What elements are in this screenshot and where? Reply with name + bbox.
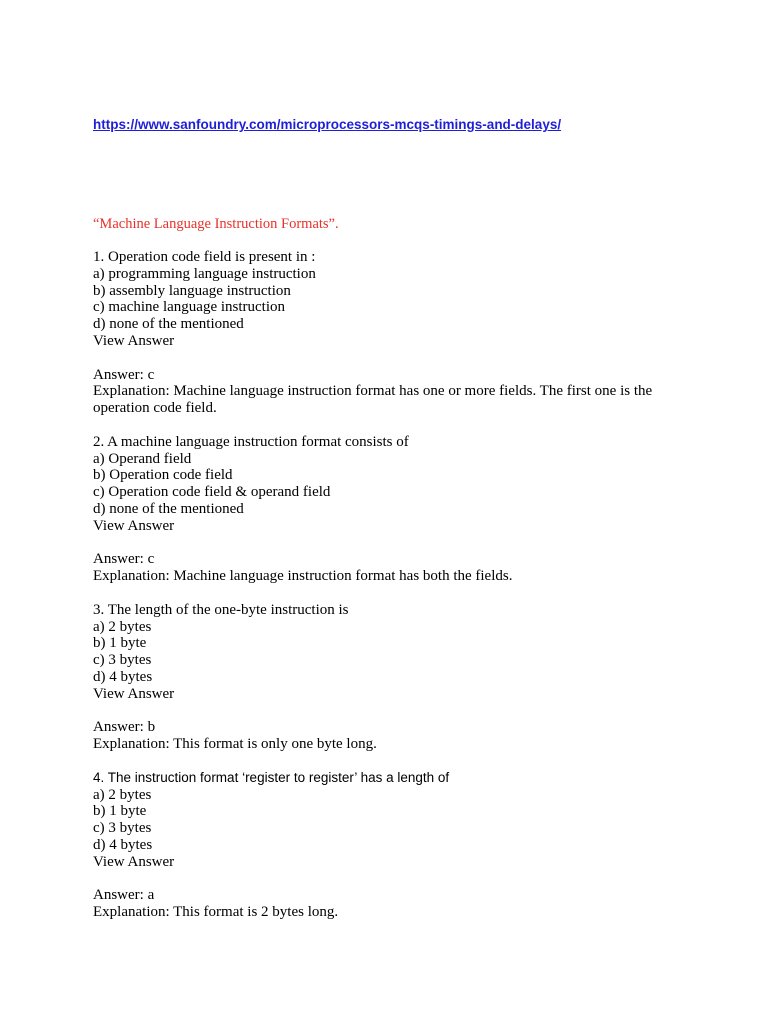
answer-text: Answer: b: [93, 719, 156, 736]
option-a: a) programming language instruction: [93, 265, 316, 282]
option-c: c) machine language instruction: [93, 299, 286, 316]
answer-text: Answer: a: [93, 887, 155, 904]
option-c: c) Operation code field & operand field: [93, 484, 331, 501]
view-answer-link[interactable]: View Answer: [93, 685, 175, 702]
option-c: c) 3 bytes: [93, 820, 152, 837]
explanation-text: Explanation: This format is only one byte long.: [93, 736, 377, 753]
option-d: d) 4 bytes: [93, 668, 153, 685]
source-link[interactable]: https://www.sanfoundry.com/microprocessors-mcqs-timings-and-delays/: [93, 117, 562, 132]
option-c: c) 3 bytes: [93, 652, 152, 669]
option-b: b) 1 byte: [93, 803, 147, 820]
option-b: b) assembly language instruction: [93, 282, 291, 299]
question-text: 1. Operation code field is present in :: [93, 249, 316, 265]
question-block: [93, 602, 693, 753]
spacer: [93, 870, 693, 887]
option-d: d) 4 bytes: [93, 836, 153, 853]
question-block: [93, 249, 693, 417]
view-answer-link[interactable]: View Answer: [93, 853, 175, 870]
question-text: 2. A machine language instruction format consists of: [93, 433, 409, 450]
view-answer-link[interactable]: View Answer: [93, 332, 175, 349]
question-text: 3. The length of the one-byte instruction is: [93, 601, 349, 618]
document-title: “Machine Language Instruction Formats”.: [93, 216, 339, 232]
spacer: [93, 703, 693, 720]
explanation-text: Explanation: This format is 2 bytes long.: [93, 904, 339, 921]
option-a: a) Operand field: [93, 450, 192, 467]
question-block: [93, 770, 693, 921]
view-answer-link[interactable]: View Answer: [93, 517, 175, 534]
question-list: [93, 249, 693, 938]
explanation-text: Explanation: Machine language instruction format has one or more fields. The first one is the operation code field.: [93, 383, 653, 417]
question-text: 4. The instruction format ‘register to register’ has a length of: [93, 769, 450, 785]
answer-text: Answer: c: [93, 551, 155, 568]
option-d: d) none of the mentioned: [93, 316, 244, 333]
answer-text: Answer: c: [93, 366, 155, 383]
option-b: b) 1 byte: [93, 635, 147, 652]
spacer: [93, 350, 693, 367]
option-b: b) Operation code field: [93, 467, 233, 484]
explanation-text: Explanation: Machine language instruction format has both the fields.: [93, 568, 513, 585]
question-block: [93, 434, 693, 585]
option-a: a) 2 bytes: [93, 618, 152, 635]
spacer: [93, 535, 693, 552]
option-a: a) 2 bytes: [93, 786, 152, 803]
option-d: d) none of the mentioned: [93, 500, 244, 517]
